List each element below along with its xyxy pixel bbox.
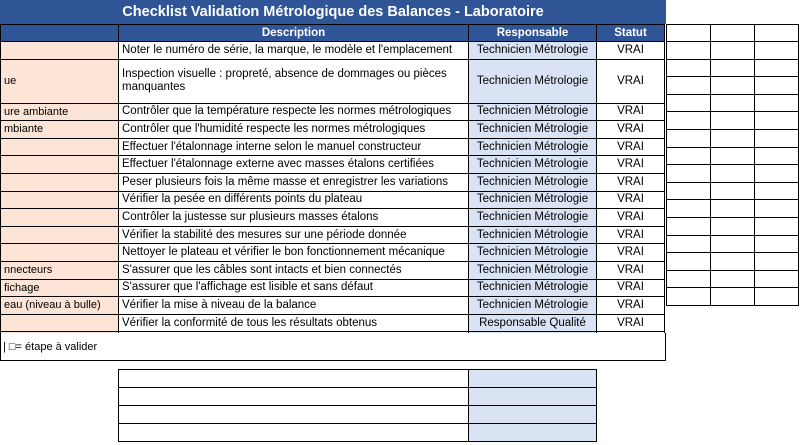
right-grid-cell — [755, 0, 799, 24]
table-row[interactable] — [1, 138, 665, 156]
right-grid-row[interactable] — [667, 182, 799, 200]
cell-description[interactable]: Nettoyer le plateau et vérifier le bon fonctionnement mécanique — [119, 244, 469, 262]
right-grid-cell[interactable] — [711, 288, 755, 306]
legend-row — [0, 333, 666, 361]
cell-statut[interactable]: VRAI — [597, 209, 665, 227]
cell-responsable[interactable]: Technicien Métrologie — [469, 103, 597, 121]
right-grid-cell[interactable] — [755, 94, 799, 112]
cell-responsable[interactable]: Technicien Métrologie — [469, 297, 597, 315]
column-header-description[interactable]: Description — [119, 25, 469, 42]
cell-description[interactable]: Contrôler que la température respecte les normes métrologiques — [119, 103, 469, 121]
right-grid-cell[interactable] — [755, 112, 799, 130]
right-grid-row[interactable] — [667, 77, 799, 95]
cell-responsable[interactable]: Technicien Métrologie — [469, 138, 597, 156]
right-grid-cell[interactable] — [667, 200, 711, 218]
cell-responsable[interactable]: Technicien Métrologie — [469, 209, 597, 227]
right-grid-cell[interactable] — [711, 165, 755, 183]
cell-description[interactable]: Peser plusieurs fois la même masse et enregistrer les variations — [119, 173, 469, 191]
right-grid-row[interactable] — [667, 24, 799, 42]
cell-etape[interactable]: ure ambiante — [1, 103, 119, 121]
cell-description[interactable]: Inspection visuelle : propreté, absence de dommages ou pièces manquantes — [119, 59, 469, 103]
empty-rows-table — [118, 369, 597, 442]
right-grid-cell[interactable] — [711, 200, 755, 218]
cell-etape[interactable]: eau (niveau à bulle) — [1, 297, 119, 315]
cell-etape[interactable]: mbiante — [1, 121, 119, 139]
table-row[interactable] — [1, 173, 665, 191]
column-header-responsable[interactable]: Responsable — [469, 25, 597, 42]
right-grid-row[interactable] — [667, 42, 799, 60]
right-grid-cell[interactable] — [755, 42, 799, 60]
cell-etape[interactable]: fichage — [1, 279, 119, 297]
table-body — [1, 42, 665, 350]
right-grid-cell[interactable] — [711, 130, 755, 148]
right-grid-row[interactable] — [667, 288, 799, 306]
cell-responsable[interactable]: Technicien Métrologie — [469, 59, 597, 103]
table-row[interactable] — [1, 42, 665, 60]
cell-statut[interactable]: VRAI — [597, 226, 665, 244]
right-grid-cell[interactable] — [711, 270, 755, 288]
right-grid-cell[interactable] — [755, 182, 799, 200]
cell-etape[interactable]: ue — [1, 59, 119, 103]
right-grid-cell[interactable] — [711, 94, 755, 112]
right-grid-cell[interactable] — [711, 112, 755, 130]
right-grid-cell[interactable] — [755, 59, 799, 77]
right-grid-cell[interactable] — [711, 59, 755, 77]
cell-statut[interactable]: VRAI — [597, 191, 665, 209]
right-grid-cell[interactable] — [667, 288, 711, 306]
right-grid-row[interactable] — [667, 112, 799, 130]
cell-etape[interactable] — [1, 42, 119, 60]
cell-description[interactable]: Effectuer l'étalonnage interne selon le manuel constructeur — [119, 138, 469, 156]
right-grid-row[interactable] — [667, 94, 799, 112]
cell-responsable[interactable]: Technicien Métrologie — [469, 173, 597, 191]
cell-description[interactable]: Contrôler la justesse sur plusieurs masses étalons — [119, 209, 469, 227]
cell-etape[interactable] — [1, 156, 119, 174]
right-grid-cell — [667, 0, 711, 24]
cell-responsable[interactable]: Technicien Métrologie — [469, 226, 597, 244]
cell-description[interactable]: S'assurer que l'affichage est lisible et sans défaut — [119, 279, 469, 297]
table-row[interactable] — [1, 297, 665, 315]
cell-etape[interactable] — [1, 314, 119, 332]
right-grid-cell[interactable] — [667, 147, 711, 165]
checklist-table — [0, 24, 665, 350]
table-row[interactable] — [1, 121, 665, 139]
cell-statut[interactable]: VRAI — [597, 138, 665, 156]
cell-responsable[interactable]: Technicien Métrologie — [469, 42, 597, 60]
right-grid-cell[interactable] — [711, 218, 755, 236]
cell-etape[interactable] — [1, 226, 119, 244]
cell-statut[interactable]: VRAI — [597, 59, 665, 103]
right-grid-cell[interactable] — [755, 235, 799, 253]
right-grid-cell[interactable] — [755, 130, 799, 148]
cell-statut[interactable]: VRAI — [597, 156, 665, 174]
table-header-row — [1, 25, 665, 42]
cell-etape[interactable] — [1, 209, 119, 227]
cell-responsable[interactable]: Technicien Métrologie — [469, 279, 597, 297]
cell-statut[interactable]: VRAI — [597, 173, 665, 191]
empty-row[interactable] — [119, 388, 597, 406]
cell-etape[interactable] — [1, 138, 119, 156]
right-grid-cell[interactable] — [755, 253, 799, 271]
cell-etape[interactable] — [1, 173, 119, 191]
table-row[interactable] — [1, 244, 665, 262]
cell-description[interactable]: Vérifier la mise à niveau de la balance — [119, 297, 469, 315]
right-grid-cell[interactable] — [667, 94, 711, 112]
cell-responsable[interactable]: Technicien Métrologie — [469, 261, 597, 279]
cell-statut[interactable]: VRAI — [597, 103, 665, 121]
right-grid-cell[interactable] — [711, 253, 755, 271]
right-grid-cell[interactable] — [755, 165, 799, 183]
empty-row[interactable] — [119, 370, 597, 388]
right-grid-row[interactable] — [667, 165, 799, 183]
right-grid-cell[interactable] — [667, 165, 711, 183]
right-grid-row[interactable] — [667, 200, 799, 218]
right-grid-cell[interactable] — [667, 218, 711, 236]
right-grid-cell[interactable] — [667, 182, 711, 200]
empty-row[interactable] — [119, 424, 597, 442]
right-grid-cell[interactable] — [667, 270, 711, 288]
cell-description[interactable]: Contrôler que l'humidité respecte les normes métrologiques — [119, 121, 469, 139]
right-grid-cell[interactable] — [755, 77, 799, 95]
cell-description[interactable]: Effectuer l'étalonnage externe avec masses étalons certifiées — [119, 156, 469, 174]
right-grid-cell[interactable] — [755, 270, 799, 288]
cell-statut[interactable]: VRAI — [597, 42, 665, 60]
right-grid-cell[interactable] — [755, 24, 799, 42]
table-row[interactable] — [1, 226, 665, 244]
right-grid-row[interactable] — [667, 147, 799, 165]
right-grid-cell[interactable] — [667, 235, 711, 253]
right-grid-cell[interactable] — [667, 59, 711, 77]
empty-cell-responsable[interactable] — [469, 388, 597, 406]
right-grid-row[interactable] — [667, 130, 799, 148]
cell-description[interactable]: Vérifier la conformité de tous les résultats obtenus — [119, 314, 469, 332]
cell-description[interactable]: Noter le numéro de série, la marque, le modèle et l'emplacement — [119, 42, 469, 60]
empty-cell-description[interactable] — [119, 424, 469, 442]
cell-responsable[interactable]: Technicien Métrologie — [469, 191, 597, 209]
right-grid-cell[interactable] — [755, 147, 799, 165]
right-grid-cell[interactable] — [711, 182, 755, 200]
cell-responsable[interactable]: Responsable Qualité — [469, 314, 597, 332]
table-row[interactable] — [1, 191, 665, 209]
cell-etape[interactable] — [1, 191, 119, 209]
right-grid-cell[interactable] — [711, 147, 755, 165]
right-grid-cell — [711, 0, 755, 24]
right-grid-row[interactable] — [667, 218, 799, 236]
empty-cell-responsable[interactable] — [469, 424, 597, 442]
right-grid-cell[interactable] — [755, 200, 799, 218]
right-grid-cell[interactable] — [711, 77, 755, 95]
right-grid-cell[interactable] — [667, 130, 711, 148]
right-grid-row[interactable] — [667, 253, 799, 271]
table-row[interactable] — [1, 59, 665, 103]
table-row[interactable] — [1, 209, 665, 227]
right-grid-cell[interactable] — [711, 42, 755, 60]
empty-cell-description[interactable] — [119, 406, 469, 424]
cell-statut[interactable]: VRAI — [597, 121, 665, 139]
legend-text: | □= étape à valider — [3, 341, 98, 353]
empty-cell-description[interactable] — [119, 388, 469, 406]
column-header-etape[interactable] — [1, 25, 119, 42]
right-grid-cell[interactable] — [755, 218, 799, 236]
table-row[interactable] — [1, 279, 665, 297]
empty-cell-responsable[interactable] — [469, 406, 597, 424]
right-grid-row[interactable] — [667, 235, 799, 253]
empty-row[interactable] — [119, 406, 597, 424]
table-row[interactable] — [1, 103, 665, 121]
right-checkbox-grid — [666, 0, 799, 306]
cell-etape[interactable]: nnecteurs — [1, 261, 119, 279]
cell-statut[interactable]: VRAI — [597, 279, 665, 297]
right-grid-row[interactable] — [667, 270, 799, 288]
cell-description[interactable]: S'assurer que les câbles sont intacts et bien connectés — [119, 261, 469, 279]
cell-responsable[interactable]: Technicien Métrologie — [469, 244, 597, 262]
table-row[interactable] — [1, 314, 665, 332]
right-grid-cell[interactable] — [667, 112, 711, 130]
right-grid-cell[interactable] — [755, 288, 799, 306]
cell-statut[interactable]: VRAI — [597, 297, 665, 315]
empty-cell-responsable[interactable] — [469, 370, 597, 388]
document-title: Checklist Validation Métrologique des Balances - Laboratoire — [0, 0, 666, 24]
cell-responsable[interactable]: Technicien Métrologie — [469, 156, 597, 174]
right-grid-cell[interactable] — [711, 235, 755, 253]
table-row[interactable] — [1, 261, 665, 279]
right-grid-cell[interactable] — [667, 77, 711, 95]
cell-statut[interactable]: VRAI — [597, 314, 665, 332]
cell-responsable[interactable]: Technicien Métrologie — [469, 121, 597, 139]
right-grid-cell[interactable] — [711, 24, 755, 42]
table-row[interactable] — [1, 156, 665, 174]
cell-statut[interactable]: VRAI — [597, 261, 665, 279]
column-header-statut[interactable]: Statut — [597, 25, 665, 42]
cell-description[interactable]: Vérifier la stabilité des mesures sur une période donnée — [119, 226, 469, 244]
right-grid-cell[interactable] — [667, 42, 711, 60]
cell-statut[interactable]: VRAI — [597, 244, 665, 262]
empty-cell-description[interactable] — [119, 370, 469, 388]
right-grid-cell[interactable] — [667, 253, 711, 271]
right-grid-row[interactable] — [667, 59, 799, 77]
right-grid-row[interactable] — [667, 0, 799, 24]
right-grid-cell[interactable] — [667, 24, 711, 42]
cell-etape[interactable] — [1, 244, 119, 262]
cell-description[interactable]: Vérifier la pesée en différents points du plateau — [119, 191, 469, 209]
